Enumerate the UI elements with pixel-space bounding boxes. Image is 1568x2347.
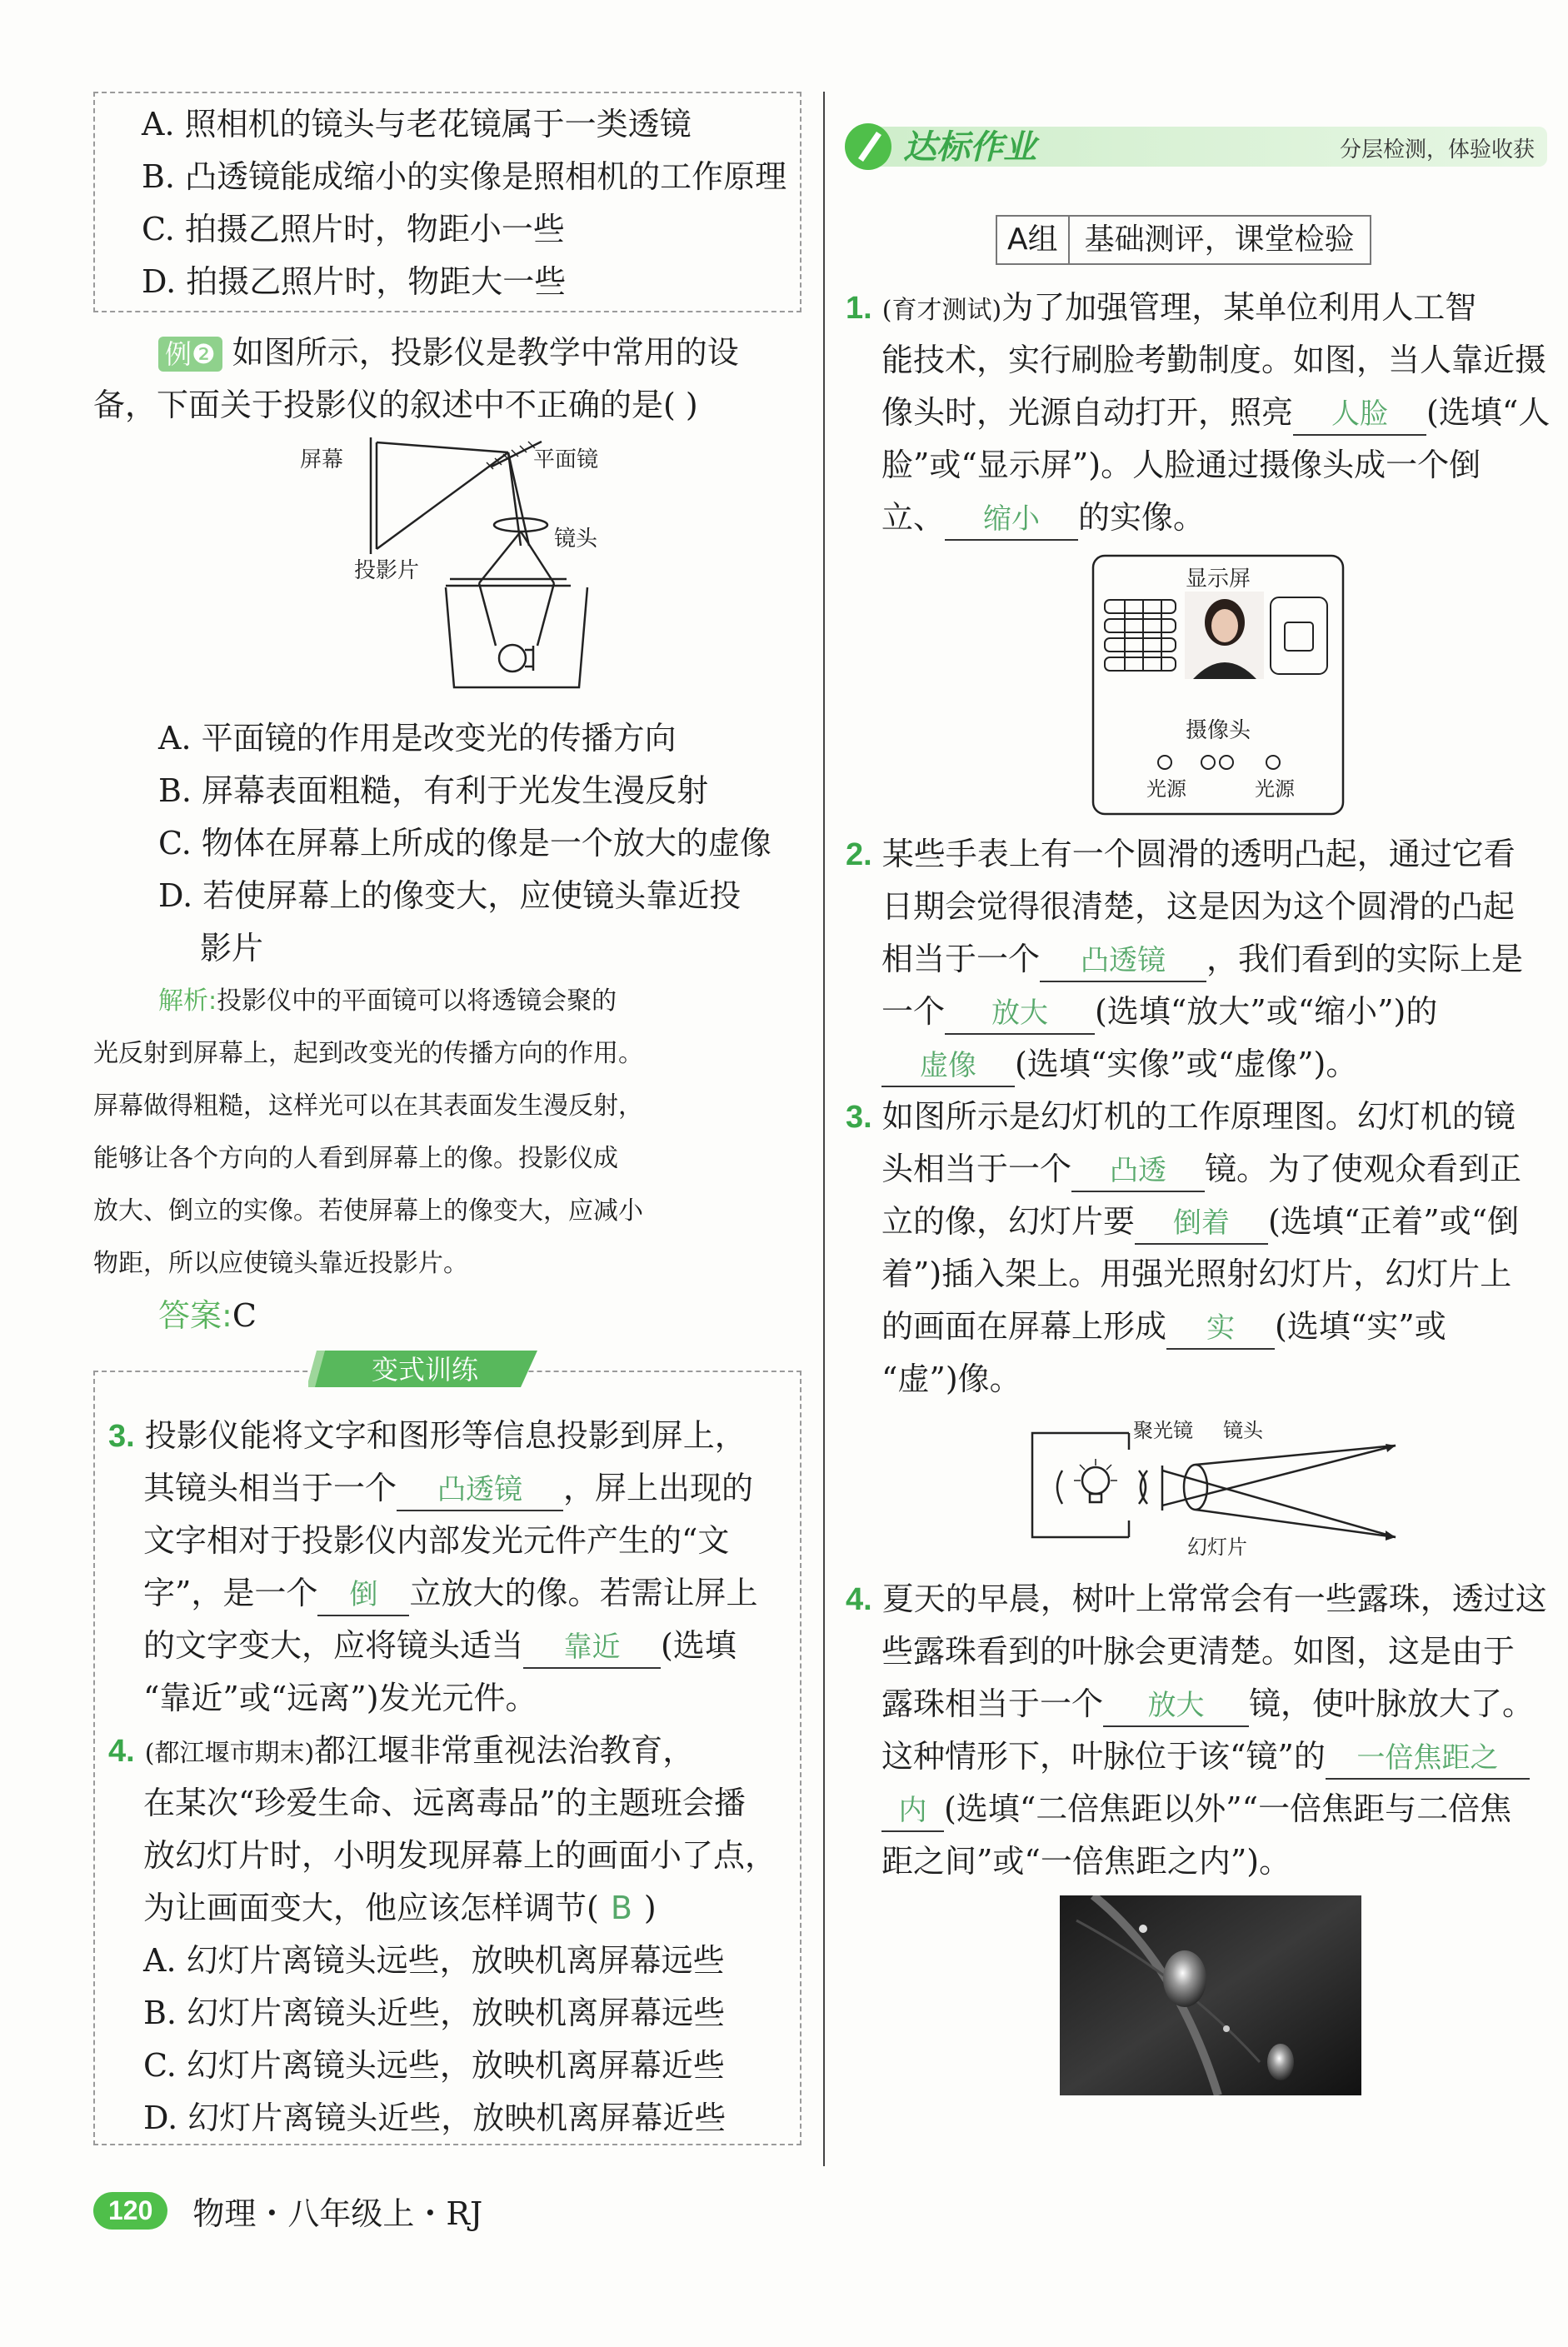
label-camera: 摄像头 xyxy=(1185,718,1251,743)
example2-option-b: B. 屏幕表面粗糙，有利于光发生漫反射 xyxy=(158,772,709,809)
right-q3-answer2: 倒着 xyxy=(1135,1203,1268,1245)
banner-subtitle: 分层检测，体验收获 xyxy=(1339,137,1535,162)
analysis-line6: 物距，所以应使镜头靠近投影片。 xyxy=(93,1249,468,1278)
left-q4-answer: B xyxy=(610,1890,632,1926)
left-q4-line1: 4. (都江堰市期末)都江堰非常重视法治教育， xyxy=(108,1732,695,1769)
answer-label: 答案: xyxy=(158,1297,232,1334)
label-lens: 镜头 xyxy=(554,527,598,552)
right-q4-line4: 这种情形下，叶脉位于该“镜”的 一倍焦距之 xyxy=(881,1730,1530,1783)
right-q3-line5: 的画面在屏幕上形成 实 (选填“实”或 xyxy=(881,1301,1446,1353)
portrait-photo xyxy=(1185,592,1264,679)
analysis-line5: 放大、倒立的实像。若使屏幕上的像变大，应减小 xyxy=(93,1196,643,1226)
variant-title-banner xyxy=(308,1346,550,1392)
left-q3-answer1: 凸透镜 xyxy=(397,1470,563,1511)
dewdrop-photo xyxy=(1060,1895,1361,2095)
left-q4-number: 4. xyxy=(108,1734,135,1769)
left-q4-option-b: B. 幻灯片离镜头近些，放映机离屏幕远些 xyxy=(143,1995,726,2031)
group-title: 基础测评，课堂检验 xyxy=(1070,215,1371,265)
right-q3-line3: 立的像，幻灯片要 倒着 (选填“正着”或“倒 xyxy=(881,1196,1519,1248)
right-q1-source: (育才测试) xyxy=(881,296,1002,325)
left-q4-line4: 为让画面变大，他应该怎样调节( B ) xyxy=(143,1890,657,1926)
right-q3-line4: 着”)插入架上。用强光照射幻灯片，幻灯片上 xyxy=(881,1256,1512,1292)
column-divider xyxy=(823,92,825,2166)
right-q4-answer2a: 一倍焦距之 xyxy=(1326,1738,1530,1780)
analysis-line1: 解析:投影仪中的平面镜可以将透镜会聚的 xyxy=(158,986,617,1016)
example2-option-c: C. 物体在屏幕上所成的像是一个放大的虚像 xyxy=(158,825,772,861)
example2-option-d: D. 若使屏幕上的像变大，应使镜头靠近投 xyxy=(158,877,742,914)
label-condenser: 聚光镜 xyxy=(1133,1419,1193,1442)
analysis-label: 解析: xyxy=(158,986,217,1016)
book-title: 物理・八年级上・RJ xyxy=(192,2195,483,2232)
analysis-line3: 屏幕做得粗糙，这样光可以在其表面发生漫反射， xyxy=(93,1091,643,1121)
right-q2-line5: 虚像 (选填“实像”或“虚像”)。 xyxy=(881,1038,1357,1091)
right-q2-number: 2. xyxy=(846,837,872,872)
right-q1-line1: 1. (育才测试)为了加强管理，某单位利用人工智 xyxy=(846,289,1477,326)
right-q2-line4: 一个 放大 (选填“放大”或“缩小”)的 xyxy=(881,986,1437,1038)
label-slide-film: 幻灯片 xyxy=(1187,1536,1247,1559)
projector-diagram xyxy=(300,429,617,708)
left-q3-line2: 其镜头相当于一个 凸透镜 ，屏上出现的 xyxy=(143,1462,753,1515)
right-q4-number: 4. xyxy=(846,1582,872,1617)
right-q4-line1: 4. 夏天的早晨，树叶上常常会有一些露珠，透过这 xyxy=(846,1580,1547,1617)
label-display: 显示屏 xyxy=(1185,567,1251,592)
answer-value: C xyxy=(232,1297,257,1334)
group-tag: A组 xyxy=(996,215,1070,265)
banner-title: 达标作业 xyxy=(903,128,1036,167)
left-q3-line6: “靠近”或“远离”)发光元件。 xyxy=(143,1680,537,1716)
face-scanner-diagram xyxy=(1091,554,1346,816)
left-q4-option-a: A. 幻灯片离镜头远些，放映机离屏幕远些 xyxy=(143,1942,725,1979)
left-q4-source: (都江堰市期末) xyxy=(144,1739,315,1768)
label-mirror: 平面镜 xyxy=(533,447,599,472)
group-header xyxy=(996,215,1371,265)
right-q3-line2: 头相当于一个 凸透 镜。为了使观众看到正 xyxy=(881,1143,1521,1196)
left-q3-number: 3. xyxy=(108,1419,135,1454)
label-screen: 屏幕 xyxy=(300,447,344,472)
label-light-source-left: 光源 xyxy=(1146,777,1186,801)
right-q1-line3: 像头时，光源自动打开，照亮 人脸 (选填“人 xyxy=(881,387,1550,439)
right-q4-answer1: 放大 xyxy=(1103,1685,1249,1727)
page-number: 120 xyxy=(93,2192,167,2230)
right-q1-line5: 立、 缩小 的实像。 xyxy=(881,492,1205,544)
right-q4-line2: 些露珠看到的叶脉会更清楚。如图，这是由于 xyxy=(881,1633,1516,1670)
example-tag: 例❷ xyxy=(158,337,222,372)
option-b-top: B. 凸透镜能成缩小的实像是照相机的工作原理 xyxy=(142,158,787,195)
right-q3-answer1: 凸透 xyxy=(1071,1151,1205,1192)
analysis-line4: 能够让各个方向的人看到屏幕上的像。投影仪成 xyxy=(93,1144,618,1173)
right-q1-line2: 能技术，实行刷脸考勤制度。如图，当人靠近摄 xyxy=(881,342,1547,378)
right-q4-line3: 露珠相当于一个 放大 镜，使叶脉放大了。 xyxy=(881,1678,1534,1730)
option-d-top: D. 拍摄乙照片时，物距大一些 xyxy=(142,263,567,300)
example2-option-d-cont: 影片 xyxy=(200,930,264,966)
right-q3-answer3: 实 xyxy=(1166,1308,1275,1350)
example2-option-a: A. 平面镜的作用是改变光的传播方向 xyxy=(158,720,677,757)
left-q3-line1: 3. 投影仪能将文字和图形等信息投影到屏上， xyxy=(108,1417,747,1454)
left-q3-line3: 文字相对于投影仪内部发光元件产生的“文 xyxy=(143,1522,730,1559)
right-q4-line5: 内 (选填“二倍焦距以外”“一倍焦距与二倍焦 xyxy=(881,1783,1511,1835)
right-q2-line3: 相当于一个 凸透镜 ，我们看到的实际上是 xyxy=(881,933,1523,986)
option-c-top: C. 拍摄乙照片时，物距小一些 xyxy=(142,211,565,247)
right-q1-answer1: 人脸 xyxy=(1293,394,1426,436)
answer-line xyxy=(158,1290,257,1342)
label-slide: 投影片 xyxy=(354,558,420,583)
example2-line2: 备，下面关于投影仪的叙述中不正确的是( ) xyxy=(93,387,698,423)
right-q4-answer2b: 内 xyxy=(881,1790,944,1832)
left-q3-answer3: 靠近 xyxy=(523,1627,661,1669)
left-q4-option-d: D. 幻灯片离镜头近些，放映机离屏幕近些 xyxy=(143,2100,727,2136)
right-q3-line1: 3. 如图所示是幻灯机的工作原理图。幻灯机的镜 xyxy=(846,1098,1516,1135)
right-q3-number: 3. xyxy=(846,1100,872,1135)
option-a-top: A. 照相机的镜头与老花镜属于一类透镜 xyxy=(142,106,692,142)
label-projector-lens: 镜头 xyxy=(1223,1419,1263,1442)
right-q1-answer2: 缩小 xyxy=(945,499,1078,541)
right-q2-answer3: 虚像 xyxy=(881,1046,1015,1087)
right-q2-line1: 2. 某些手表上有一个圆滑的透明凸起，通过它看 xyxy=(846,836,1516,872)
right-q3-line6: “虚”)像。 xyxy=(881,1361,1021,1397)
right-q2-answer2: 放大 xyxy=(945,993,1095,1035)
left-q3-answer2: 倒 xyxy=(317,1575,409,1616)
right-q2-line2: 日期会觉得很清楚，这是因为这个圆滑的凸起 xyxy=(881,888,1516,925)
page-footer xyxy=(93,2187,482,2234)
left-q4-line3: 放幻灯片时，小明发现屏幕上的画面小了点， xyxy=(143,1837,777,1874)
slide-projector-diagram xyxy=(1029,1412,1412,1562)
left-q3-line5: 的文字变大，应将镜头适当 靠近 (选填 xyxy=(143,1620,737,1672)
right-q1-number: 1. xyxy=(846,291,872,326)
right-q4-line6: 距之间”或“一倍焦距之内”)。 xyxy=(881,1843,1291,1880)
example2-line1: 例❷ 如图所示，投影仪是教学中常用的设 xyxy=(158,327,739,379)
left-q4-option-c: C. 幻灯片离镜头远些，放映机离屏幕近些 xyxy=(143,2047,725,2084)
left-q3-line4: 字”，是一个 倒 立放大的像。若需让屏上 xyxy=(143,1567,757,1620)
right-q2-answer1: 凸透镜 xyxy=(1040,941,1206,982)
right-q1-line4: 脸”或“显示屏”)。人脸通过摄像头成一个倒 xyxy=(881,447,1481,483)
variant-title: 变式训练 xyxy=(371,1354,479,1386)
section-banner xyxy=(843,117,1551,175)
left-q4-line2: 在某次“珍爱生命、远离毒品”的主题班会播 xyxy=(143,1785,746,1821)
label-light-source-right: 光源 xyxy=(1255,777,1295,801)
analysis-line2: 光反射到屏幕上，起到改变光的传播方向的作用。 xyxy=(93,1039,643,1068)
